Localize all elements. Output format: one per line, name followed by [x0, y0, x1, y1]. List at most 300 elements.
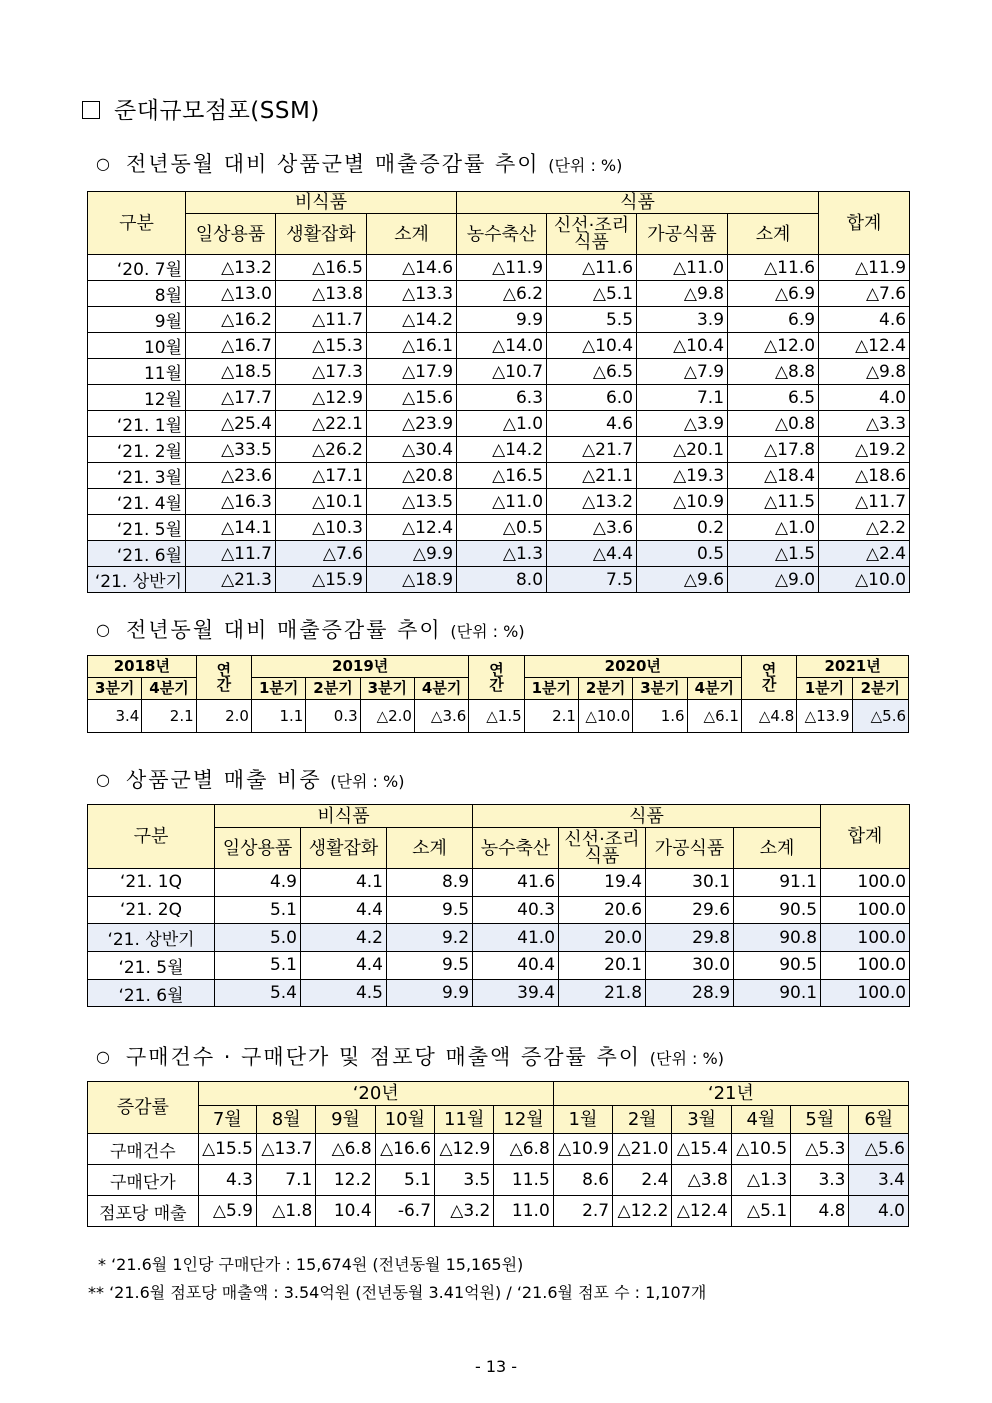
- cell-value: △9.6: [637, 567, 728, 593]
- cell-value: △11.7: [276, 307, 367, 333]
- cell-value: △14.2: [367, 307, 457, 333]
- cell-value: 3.5: [435, 1165, 494, 1196]
- cell-value: △3.6: [547, 515, 637, 541]
- cell-value: 5.1: [215, 952, 301, 980]
- cell-value: 8.9: [387, 869, 473, 897]
- footnote-2: ** ‘21.6월 점포당 매출액 : 3.54억원 (전년동월 3.41억원) / ‘21.6월 점포 수 : 1,107개: [88, 1283, 707, 1302]
- cell-value: △11.0: [457, 489, 547, 515]
- subcol-header: 소계: [367, 214, 457, 255]
- month-header: 8월: [257, 1106, 316, 1134]
- cell-value: △2.0: [360, 700, 414, 733]
- cell-value: 5.1: [375, 1165, 434, 1196]
- cell-value: △9.0: [728, 567, 819, 593]
- cell-value: △20.1: [637, 437, 728, 463]
- cell-value: 11.5: [494, 1165, 553, 1196]
- cell-value: 4.0: [819, 385, 910, 411]
- cell-value: 5.1: [215, 896, 301, 924]
- cell-value: △18.5: [186, 359, 276, 385]
- section3-heading: ○ 상품군별 매출 비중 (단위 : %): [96, 768, 405, 792]
- table-row: [88, 567, 910, 593]
- cell-value: △18.9: [367, 567, 457, 593]
- cell-value: △13.8: [276, 281, 367, 307]
- cell-value: △9.8: [819, 359, 910, 385]
- cell-value: 90.8: [734, 924, 821, 952]
- cell-value: △6.2: [457, 281, 547, 307]
- month-header: 3월: [672, 1106, 731, 1134]
- cell-value: 5.0: [215, 924, 301, 952]
- cell-value: △0.5: [457, 515, 547, 541]
- row-label: 9월: [88, 307, 186, 333]
- cell-value: △11.9: [457, 255, 547, 281]
- cell-value: 7.5: [547, 567, 637, 593]
- cell-value: 2.4: [613, 1165, 672, 1196]
- cell-value: 2.1: [524, 700, 578, 733]
- cell-value: △13.3: [367, 281, 457, 307]
- section2-heading: ○ 전년동월 대비 매출증감률 추이 (단위 : %): [96, 618, 525, 642]
- cell-value: △9.9: [367, 541, 457, 567]
- cell-value: 4.3: [198, 1165, 256, 1196]
- cell-value: △15.3: [276, 333, 367, 359]
- cell-value: 8.0: [457, 567, 547, 593]
- cell-value: 1.1: [251, 700, 305, 733]
- cell-value: △6.5: [547, 359, 637, 385]
- cell-value: 28.9: [646, 979, 734, 1007]
- cell-value: △3.8: [672, 1165, 731, 1196]
- row-label: 8월: [88, 281, 186, 307]
- subcol-header: 생활잡화: [276, 214, 367, 255]
- cell-value: △16.5: [276, 255, 367, 281]
- cell-value: △18.6: [819, 463, 910, 489]
- subcol-header: 신선·조리 식품: [559, 828, 646, 869]
- cell-value: 10.4: [316, 1196, 375, 1227]
- circle-bullet-icon: ○: [96, 1047, 112, 1066]
- cell-value: △12.2: [613, 1196, 672, 1227]
- cell-value: △15.5: [198, 1134, 256, 1165]
- cell-value: △21.3: [186, 567, 276, 593]
- cell-value: △19.2: [819, 437, 910, 463]
- row-label: ‘21. 4월: [88, 489, 186, 515]
- cell-value: △8.8: [728, 359, 819, 385]
- cell-value: △21.0: [613, 1134, 672, 1165]
- row-label: ‘21. 1Q: [88, 869, 215, 897]
- header-cell: 비식품: [215, 805, 473, 828]
- cell-value: △14.6: [367, 255, 457, 281]
- col-nonfood: 비식품: [186, 192, 457, 214]
- header-cell: 1분기: [251, 678, 305, 700]
- header-cell: 2분기: [306, 678, 360, 700]
- cell-value: △21.1: [547, 463, 637, 489]
- cell-value: 4.0: [849, 1196, 909, 1227]
- row-label: ‘21. 2월: [88, 437, 186, 463]
- month-header: 11월: [435, 1106, 494, 1134]
- page-title: 준대규모점포(SSM): [82, 92, 320, 125]
- table-row: [88, 952, 910, 980]
- cell-value: △15.9: [276, 567, 367, 593]
- cell-value: 19.4: [559, 869, 646, 897]
- cell-value: △6.1: [687, 700, 741, 733]
- table-row: [88, 541, 910, 567]
- year-2019: 2019년: [251, 656, 468, 678]
- table-row: [88, 281, 910, 307]
- subcol-header: 가공식품: [646, 828, 734, 869]
- table-row: [88, 359, 910, 385]
- cell-value: △15.6: [367, 385, 457, 411]
- table-row: [88, 1196, 909, 1227]
- cell-value: 40.4: [473, 952, 559, 980]
- table-row: [88, 307, 910, 333]
- cell-value: 5.4: [215, 979, 301, 1007]
- month-header: 6월: [849, 1106, 909, 1134]
- cell-value: △5.6: [849, 1134, 909, 1165]
- cell-value: 4.6: [819, 307, 910, 333]
- cell-value: △11.7: [819, 489, 910, 515]
- cell-value: △10.7: [457, 359, 547, 385]
- circle-bullet-icon: ○: [96, 620, 112, 639]
- circle-bullet-icon: ○: [96, 770, 112, 789]
- cell-value: △10.0: [819, 567, 910, 593]
- year-2020: 2020년: [524, 656, 741, 678]
- year-2018: 2018년: [88, 656, 197, 678]
- section4-heading: ○ 구매건수 · 구매단가 및 점포당 매출액 증감률 추이 (단위 : %): [96, 1045, 724, 1069]
- header-cell: 2분기: [852, 678, 908, 700]
- cell-value: 90.5: [734, 896, 821, 924]
- cell-value: △12.9: [435, 1134, 494, 1165]
- cell-value: 29.8: [646, 924, 734, 952]
- header-cell: 2분기: [578, 678, 632, 700]
- cell-value: 4.4: [301, 896, 387, 924]
- header-cell: 4분기: [414, 678, 468, 700]
- header-cell: 합계: [821, 805, 910, 869]
- cell-value: 7.1: [637, 385, 728, 411]
- page-number: - 13 -: [474, 1357, 518, 1376]
- cell-value: △22.1: [276, 411, 367, 437]
- cell-value: 9.5: [387, 952, 473, 980]
- cell-value: △12.9: [276, 385, 367, 411]
- row-label: ‘21. 5월: [88, 515, 186, 541]
- subcol-header: 소계: [387, 828, 473, 869]
- cell-value: △12.4: [367, 515, 457, 541]
- sales-share-table: [87, 804, 910, 1007]
- checkbox-square-icon: [82, 101, 100, 119]
- cell-value: 6.0: [547, 385, 637, 411]
- row-label: 12월: [88, 385, 186, 411]
- cell-value: △11.7: [186, 541, 276, 567]
- cell-value: 3.3: [791, 1165, 849, 1196]
- cell-value: △25.4: [186, 411, 276, 437]
- month-header: 7월: [198, 1106, 256, 1134]
- row-label: 10월: [88, 333, 186, 359]
- circle-bullet-icon: ○: [96, 154, 112, 173]
- cell-value: △11.9: [819, 255, 910, 281]
- cell-value: △12.4: [672, 1196, 731, 1227]
- cell-value: △10.1: [276, 489, 367, 515]
- header-cell: 3분기: [633, 678, 687, 700]
- cell-value: △33.5: [186, 437, 276, 463]
- cell-value: △2.2: [819, 515, 910, 541]
- cell-value: △16.1: [367, 333, 457, 359]
- table-row: [88, 489, 910, 515]
- cell-value: 4.4: [301, 952, 387, 980]
- header-cell: 3분기: [360, 678, 414, 700]
- cell-value: △11.6: [728, 255, 819, 281]
- cell-value: 12.2: [316, 1165, 375, 1196]
- table-row: [88, 333, 910, 359]
- col-gubun: 구분: [88, 192, 186, 255]
- cell-value: △10.0: [578, 700, 632, 733]
- cell-value: 41.6: [473, 869, 559, 897]
- cell-value: 3.4: [88, 700, 142, 733]
- month-header: 2월: [613, 1106, 672, 1134]
- subcol-header: 가공식품: [637, 214, 728, 255]
- cell-value: △16.3: [186, 489, 276, 515]
- col-total: 합계: [819, 192, 910, 255]
- year-21: ‘21년: [553, 1082, 908, 1106]
- cell-value: △16.6: [375, 1134, 434, 1165]
- table-row: [88, 437, 910, 463]
- purchase-metrics-table: [87, 1081, 909, 1227]
- row-label: ‘20. 7월: [88, 255, 186, 281]
- cell-value: △16.2: [186, 307, 276, 333]
- cell-value: 11.0: [494, 1196, 553, 1227]
- cell-value: 100.0: [821, 979, 910, 1007]
- cell-value: 20.0: [559, 924, 646, 952]
- cell-value: △16.7: [186, 333, 276, 359]
- table-row: [88, 896, 910, 924]
- cell-value: 21.8: [559, 979, 646, 1007]
- header-cell: 3분기: [88, 678, 142, 700]
- footnote-1: * ‘21.6월 1인당 구매단가 : 15,674원 (전년동월 15,165원): [98, 1255, 524, 1274]
- cell-value: 0.5: [637, 541, 728, 567]
- month-header: 10월: [375, 1106, 434, 1134]
- cell-value: 0.2: [637, 515, 728, 541]
- annual-2018: 연 간: [196, 656, 251, 700]
- cell-value: △10.4: [637, 333, 728, 359]
- table-row: [88, 979, 910, 1007]
- cell-value: △19.3: [637, 463, 728, 489]
- cell-value: 9.9: [387, 979, 473, 1007]
- cell-value: △10.9: [637, 489, 728, 515]
- cell-value: 9.5: [387, 896, 473, 924]
- cell-value: 91.1: [734, 869, 821, 897]
- cell-value: △1.3: [457, 541, 547, 567]
- cell-value: △21.7: [547, 437, 637, 463]
- row-label: ‘21. 2Q: [88, 896, 215, 924]
- cell-value: △6.8: [316, 1134, 375, 1165]
- table-row: [88, 1134, 909, 1165]
- cell-value: 2.7: [553, 1196, 612, 1227]
- cell-value: △4.4: [547, 541, 637, 567]
- cell-value: △7.6: [819, 281, 910, 307]
- table-row: [88, 463, 910, 489]
- row-label: 11월: [88, 359, 186, 385]
- row-label: ‘21. 상반기: [88, 924, 215, 952]
- cell-value: △14.0: [457, 333, 547, 359]
- annual-2020: 연 간: [741, 656, 796, 700]
- cell-value: △17.7: [186, 385, 276, 411]
- cell-value: △6.8: [494, 1134, 553, 1165]
- header-cell: 1분기: [524, 678, 578, 700]
- cell-value: △13.0: [186, 281, 276, 307]
- cell-value: 6.9: [728, 307, 819, 333]
- cell-value: △11.5: [728, 489, 819, 515]
- col-food: 식품: [457, 192, 819, 214]
- cell-value: △9.8: [637, 281, 728, 307]
- cell-value: 4.8: [791, 1196, 849, 1227]
- cell-value: 2.1: [142, 700, 196, 733]
- year-2021: 2021년: [797, 656, 909, 678]
- subcol-header: 생활잡화: [301, 828, 387, 869]
- cell-value: △1.8: [257, 1196, 316, 1227]
- table-row: [88, 1165, 909, 1196]
- cell-value: 40.3: [473, 896, 559, 924]
- cell-value: △10.3: [276, 515, 367, 541]
- month-header: 12월: [494, 1106, 553, 1134]
- col-change-rate: 증감률: [88, 1082, 199, 1134]
- cell-value: 0.3: [306, 700, 360, 733]
- subcol-header: 일상용품: [186, 214, 276, 255]
- cell-value: △13.5: [367, 489, 457, 515]
- row-label: ‘21. 5월: [88, 952, 215, 980]
- cell-value: 30.1: [646, 869, 734, 897]
- cell-value: △1.0: [457, 411, 547, 437]
- cell-value: △17.8: [728, 437, 819, 463]
- cell-value: △14.2: [457, 437, 547, 463]
- row-label: ‘21. 6월: [88, 979, 215, 1007]
- cell-value: △5.6: [852, 700, 908, 733]
- cell-value: △13.7: [257, 1134, 316, 1165]
- cell-value: △23.6: [186, 463, 276, 489]
- cell-value: △5.1: [547, 281, 637, 307]
- table-row: [88, 515, 910, 541]
- cell-value: △5.3: [791, 1134, 849, 1165]
- cell-value: 100.0: [821, 869, 910, 897]
- year-20: ‘20년: [198, 1082, 553, 1106]
- cell-value: △3.9: [637, 411, 728, 437]
- cell-value: △23.9: [367, 411, 457, 437]
- cell-value: △17.1: [276, 463, 367, 489]
- cell-value: 4.5: [301, 979, 387, 1007]
- cell-value: 90.1: [734, 979, 821, 1007]
- cell-value: △18.4: [728, 463, 819, 489]
- header-cell: 4분기: [142, 678, 196, 700]
- cell-value: △3.6: [414, 700, 468, 733]
- cell-value: 9.9: [457, 307, 547, 333]
- cell-value: △11.6: [547, 255, 637, 281]
- cell-value: △3.2: [435, 1196, 494, 1227]
- cell-value: △2.4: [819, 541, 910, 567]
- header-cell: 식품: [473, 805, 821, 828]
- cell-value: 30.0: [646, 952, 734, 980]
- cell-value: 100.0: [821, 924, 910, 952]
- quarterly-sales-change-table: [87, 655, 909, 733]
- cell-value: 7.1: [257, 1165, 316, 1196]
- table-row: [88, 385, 910, 411]
- subcol-header: 농수축산: [457, 214, 547, 255]
- cell-value: 8.6: [553, 1165, 612, 1196]
- cell-value: 90.5: [734, 952, 821, 980]
- cell-value: △17.9: [367, 359, 457, 385]
- cell-value: 4.1: [301, 869, 387, 897]
- cell-value: 20.6: [559, 896, 646, 924]
- cell-value: △12.4: [819, 333, 910, 359]
- cell-value: 100.0: [821, 896, 910, 924]
- cell-value: △3.3: [819, 411, 910, 437]
- cell-value: -6.7: [375, 1196, 434, 1227]
- row-label: ‘21. 6월: [88, 541, 186, 567]
- cell-value: △4.8: [741, 700, 796, 733]
- cell-value: △20.8: [367, 463, 457, 489]
- annual-2019: 연 간: [469, 656, 524, 700]
- table-row: [88, 924, 910, 952]
- row-label: 점포당 매출: [88, 1196, 199, 1227]
- cell-value: 5.5: [547, 307, 637, 333]
- cell-value: △6.9: [728, 281, 819, 307]
- month-header: 5월: [791, 1106, 849, 1134]
- cell-value: △12.0: [728, 333, 819, 359]
- cell-value: 6.3: [457, 385, 547, 411]
- cell-value: 4.9: [215, 869, 301, 897]
- cell-value: △26.2: [276, 437, 367, 463]
- table-row: [88, 869, 910, 897]
- month-header: 1월: [553, 1106, 612, 1134]
- cell-value: △10.4: [547, 333, 637, 359]
- subcol-header: 신선·조리 식품: [547, 214, 637, 255]
- cell-value: 100.0: [821, 952, 910, 980]
- cell-value: 1.6: [633, 700, 687, 733]
- cell-value: 4.2: [301, 924, 387, 952]
- sales-change-by-category-table: [87, 191, 910, 593]
- row-label: 구매단가: [88, 1165, 199, 1196]
- cell-value: △11.0: [637, 255, 728, 281]
- cell-value: 29.6: [646, 896, 734, 924]
- cell-value: △1.5: [728, 541, 819, 567]
- cell-value: 20.1: [559, 952, 646, 980]
- cell-value: △1.5: [469, 700, 524, 733]
- cell-value: △13.2: [186, 255, 276, 281]
- cell-value: △7.9: [637, 359, 728, 385]
- cell-value: △5.9: [198, 1196, 256, 1227]
- cell-value: △16.5: [457, 463, 547, 489]
- header-cell: 1분기: [797, 678, 852, 700]
- cell-value: △5.1: [731, 1196, 790, 1227]
- cell-value: 41.0: [473, 924, 559, 952]
- cell-value: △15.4: [672, 1134, 731, 1165]
- subcol-header: 농수축산: [473, 828, 559, 869]
- cell-value: △13.2: [547, 489, 637, 515]
- header-cell: 4분기: [687, 678, 741, 700]
- row-label: ‘21. 1월: [88, 411, 186, 437]
- row-label: ‘21. 상반기: [88, 567, 186, 593]
- cell-value: △10.5: [731, 1134, 790, 1165]
- month-header: 4월: [731, 1106, 790, 1134]
- cell-value: 3.4: [849, 1165, 909, 1196]
- header-cell: 구분: [88, 805, 215, 869]
- cell-value: △30.4: [367, 437, 457, 463]
- cell-value: 9.2: [387, 924, 473, 952]
- cell-value: △1.3: [731, 1165, 790, 1196]
- cell-value: △1.0: [728, 515, 819, 541]
- cell-value: 4.6: [547, 411, 637, 437]
- table-row: [88, 411, 910, 437]
- cell-value: △14.1: [186, 515, 276, 541]
- cell-value: △13.9: [797, 700, 852, 733]
- row-label: ‘21. 3월: [88, 463, 186, 489]
- cell-value: 6.5: [728, 385, 819, 411]
- month-header: 9월: [316, 1106, 375, 1134]
- cell-value: 39.4: [473, 979, 559, 1007]
- cell-value: △17.3: [276, 359, 367, 385]
- row-label: 구매건수: [88, 1134, 199, 1165]
